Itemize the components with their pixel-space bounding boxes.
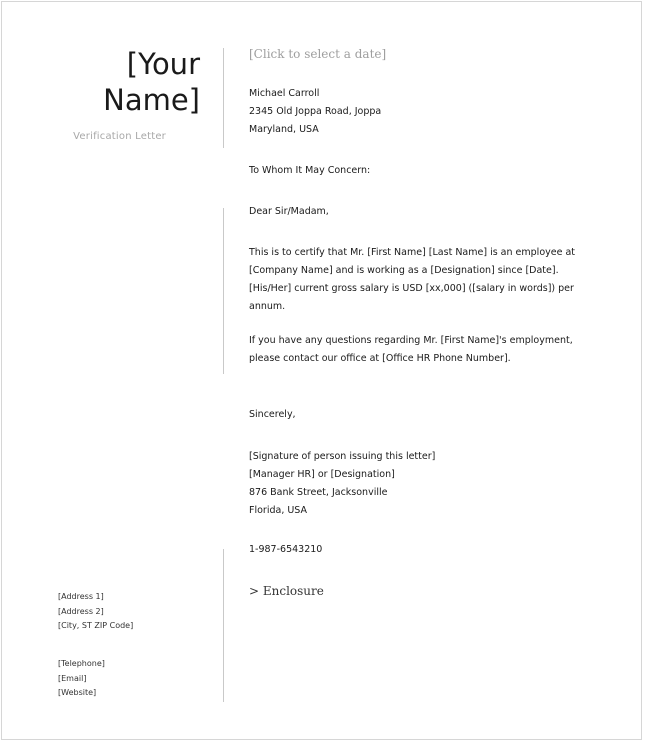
- address-line-1: [Address 1]: [58, 592, 104, 601]
- website-field: [Website]: [58, 688, 97, 697]
- recipient-address: [249, 85, 381, 139]
- sender-contact[interactable]: [58, 657, 105, 701]
- paragraph-line: annum.: [249, 301, 286, 312]
- document-subtitle[interactable]: Verification Letter: [73, 131, 166, 142]
- address-city-state-zip: [City, ST ZIP Code]: [58, 621, 134, 630]
- signer-state: Florida, USA: [249, 505, 308, 516]
- date-picker-placeholder[interactable]: [Click to select a date]: [249, 47, 387, 61]
- name-line-1: [Your: [126, 47, 200, 81]
- paragraph-line: [His/Her] current gross salary is USD [xx,000] ([salary in words]) per: [249, 283, 574, 294]
- contact-paragraph: [249, 332, 573, 368]
- paragraph-line: This is to certify that Mr. [First Name] [Last Name] is an employee at: [249, 247, 576, 258]
- sender-address[interactable]: [58, 590, 133, 634]
- certification-paragraph: [249, 244, 575, 316]
- enclosure-line: > Enclosure: [249, 584, 324, 598]
- paragraph-line: please contact our office at [Office HR Phone Number].: [249, 353, 511, 364]
- signature-block: [249, 448, 435, 520]
- name-line-2: Name]: [103, 83, 200, 117]
- sender-name[interactable]: [60, 46, 200, 118]
- phone-number: 1-987-6543210: [249, 544, 323, 555]
- email-field: [Email]: [58, 673, 87, 683]
- closing: Sincerely,: [249, 409, 296, 420]
- telephone-field: [Telephone]: [58, 659, 105, 668]
- signature-placeholder: [Signature of person issuing this letter]: [249, 451, 436, 462]
- salutation: Dear Sir/Madam,: [249, 206, 329, 217]
- signer-title: [Manager HR] or [Designation]: [249, 469, 395, 480]
- paragraph-line: If you have any questions regarding Mr. [First Name]'s employment,: [249, 335, 573, 346]
- paragraph-line: [Company Name] and is working as a [Designation] since [Date].: [249, 265, 559, 276]
- to-whom-line: To Whom It May Concern:: [249, 165, 371, 176]
- recipient-name: Michael Carroll: [249, 88, 320, 99]
- address-line-2: [Address 2]: [58, 606, 104, 616]
- signer-street: 876 Bank Street, Jacksonville: [249, 487, 388, 498]
- recipient-state: Maryland, USA: [249, 124, 319, 135]
- recipient-street: 2345 Old Joppa Road, Joppa: [249, 106, 382, 117]
